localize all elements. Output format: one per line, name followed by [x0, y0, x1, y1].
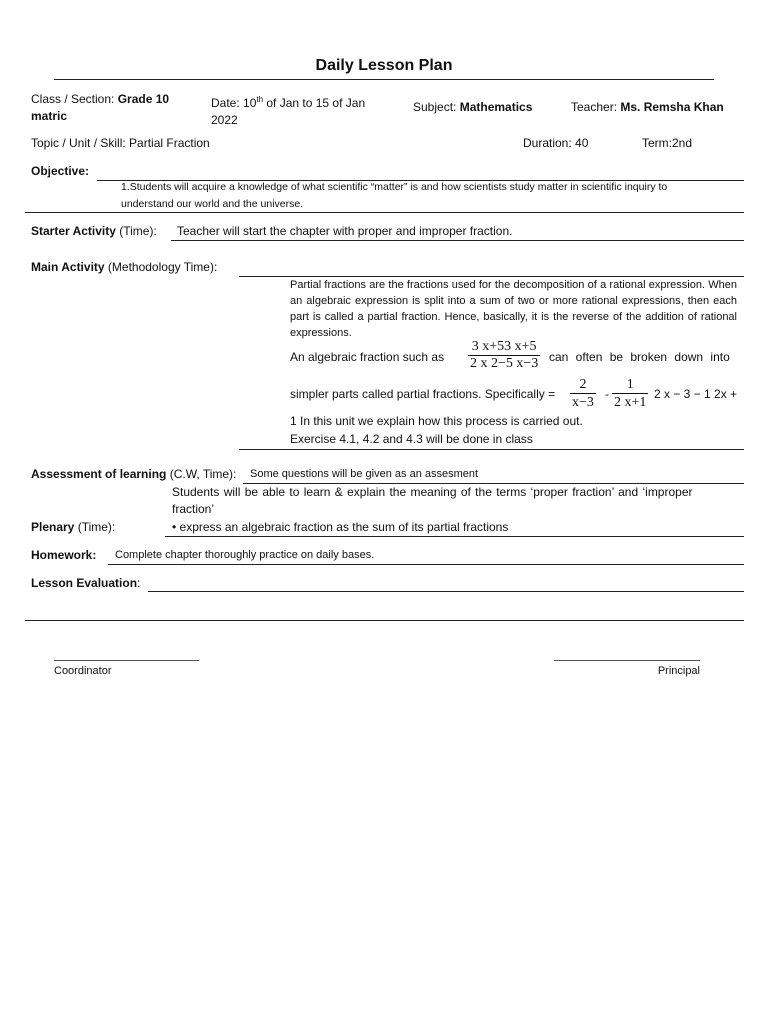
- date-field: [211, 91, 365, 129]
- fraction-partial-1: [570, 376, 596, 411]
- subject-field: [413, 100, 532, 114]
- evaluation-label-suffix: :: [137, 576, 141, 590]
- fraction-partial-1-den: x−3: [572, 395, 594, 410]
- main-label: [31, 260, 217, 274]
- objective-line2: understand our world and the universe.: [121, 198, 304, 210]
- date-rest: of Jan to 15 of Jan: [263, 96, 366, 110]
- teacher-field: [571, 100, 724, 114]
- main-label-bold: Main Activity: [31, 260, 105, 274]
- term-text: Term:2nd: [642, 136, 693, 150]
- coordinator-label: Coordinator: [54, 665, 112, 677]
- fraction-example-num: 3 x+53 x+5: [471, 339, 537, 354]
- fraction-partial-1-num: 2: [579, 377, 587, 392]
- main-paragraph: Partial fractions are the fractions used for the decomposition of a rational expression. When an algebraic expression is split into a sum of two or more rational expressions, then each part is called a partial fraction. Hence, basically, it is the reverse of the addition of rational expressions.: [290, 279, 737, 339]
- homework-text: Complete chapter thoroughly practice on daily bases.: [115, 549, 375, 561]
- plenary-line2: fraction’: [172, 502, 215, 516]
- plenary-line1: Students will be able to learn & explain the meaning of the terms ‘proper fraction’ and ‘improper: [172, 485, 693, 499]
- plenary-label-bold: Plenary: [31, 520, 75, 534]
- fraction-partial-2-den: 2 x+1: [614, 395, 647, 410]
- plenary-label: [31, 520, 115, 534]
- starter-line: [171, 240, 744, 241]
- starter-label-suffix: (Time):: [115, 224, 157, 238]
- evaluation-label-bold: Lesson Evaluation: [31, 576, 138, 590]
- principal-label: Principal: [657, 665, 700, 677]
- exercise-line: Exercise 4.1, 4.2 and 4.3 will be done in class: [290, 432, 533, 446]
- assessment-label-suffix: (C.W, Time):: [166, 467, 237, 481]
- fraction-example-den: 2 x 2−5 x−3: [470, 356, 539, 371]
- class-label: Class / Section:: [31, 92, 118, 106]
- topic-text: Topic / Unit / Skill: Partial Fraction: [31, 136, 210, 150]
- main-label-suffix: (Methodology Time):: [104, 260, 218, 274]
- objective-label: Objective:: [31, 164, 90, 178]
- example-prefix: An algebraic fraction such as: [290, 350, 445, 364]
- fraction-partial-2: [612, 376, 648, 411]
- starter-label-bold: Starter Activity: [31, 224, 116, 238]
- evaluation-label: [31, 576, 140, 590]
- objective-line1: 1.Students will acquire a knowledge of what scientific “matter” is and how scientists study matter in scientific inquiry to: [121, 181, 668, 193]
- evaluation-line: [148, 591, 744, 592]
- class-section: [31, 91, 169, 125]
- fraction-minus: -: [605, 387, 609, 401]
- assessment-line: [243, 483, 744, 484]
- subject-value: Mathematics: [459, 100, 533, 114]
- assessment-label-bold: Assessment of learning: [31, 467, 167, 481]
- title-underline: [54, 79, 714, 80]
- plenary-bullet: • express an algebraic fraction as the sum of its partial fractions: [172, 520, 509, 534]
- starter-label: [31, 224, 157, 238]
- homework-line: [108, 564, 744, 565]
- assessment-label: [31, 467, 236, 481]
- unit-line: 1 In this unit we explain how this process is carried out.: [290, 414, 583, 428]
- starter-text: Teacher will start the chapter with proper and improper fraction.: [177, 224, 513, 238]
- expression-tail: 2 x − 3 − 1 2x +: [654, 387, 738, 401]
- class-value-line2: matric: [31, 109, 68, 123]
- simpler-prefix: simpler parts called partial fractions. Specifically =: [290, 387, 556, 401]
- fraction-partial-2-num: 1: [626, 377, 634, 392]
- homework-label: Homework:: [31, 548, 97, 562]
- main-bottom-line: [239, 449, 744, 450]
- objective-bottom-line: [25, 212, 744, 213]
- duration-text: Duration: 40: [523, 136, 589, 150]
- plenary-line: [165, 536, 744, 537]
- date-line2: 2022: [211, 113, 238, 127]
- teacher-value: Ms. Remsha Khan: [620, 100, 724, 114]
- coordinator-signature-line: [54, 660, 199, 661]
- date-label: Date: 10: [211, 96, 257, 110]
- fraction-example: [468, 339, 540, 372]
- example-suffix: can often be broken down into: [549, 350, 730, 364]
- assessment-text: Some questions will be given as an assesment: [250, 468, 479, 480]
- section-divider: [25, 620, 744, 621]
- teacher-label: Teacher:: [571, 100, 621, 114]
- date-sup: th: [256, 95, 264, 104]
- plenary-label-suffix: (Time):: [74, 520, 116, 534]
- subject-label: Subject:: [413, 100, 460, 114]
- class-value: Grade 10: [117, 92, 170, 106]
- page-title: Daily Lesson Plan: [315, 57, 453, 74]
- principal-signature-line: [554, 660, 700, 661]
